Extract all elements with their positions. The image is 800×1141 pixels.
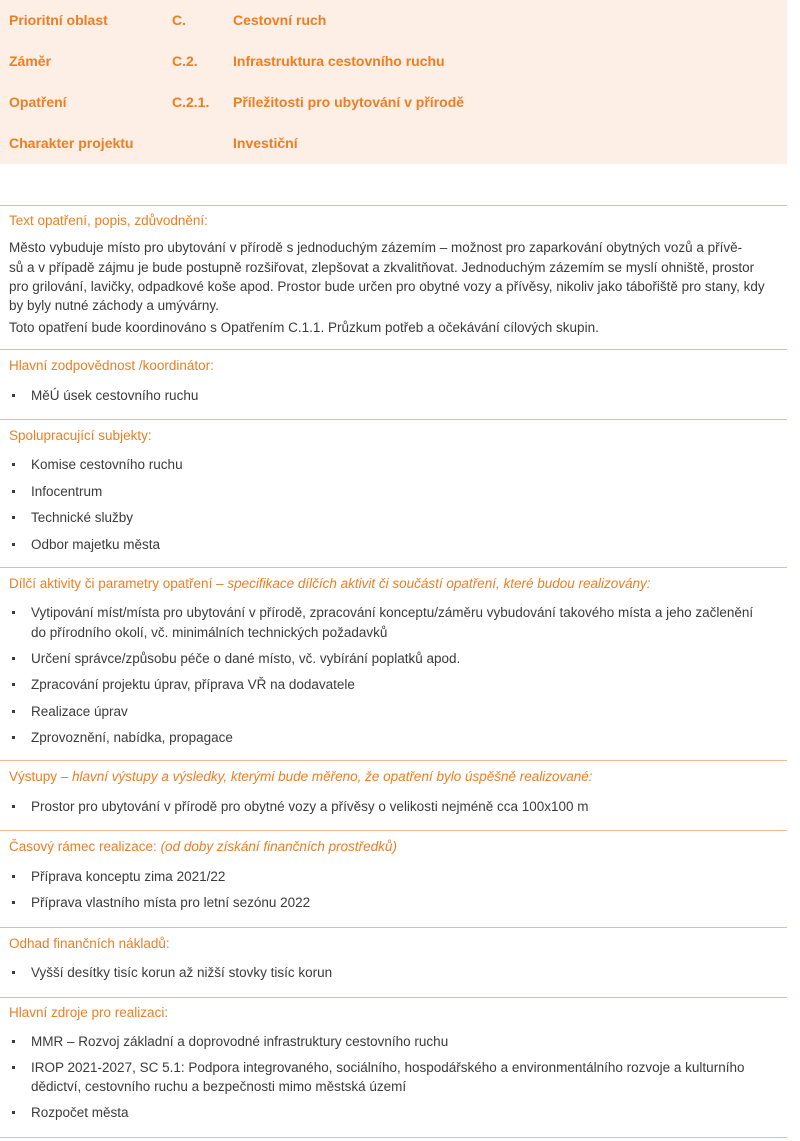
header-value: Investiční	[233, 135, 298, 151]
list-item-text: do přírodního okolí, vč. minimálních technických požadavků	[31, 625, 388, 640]
bullet-icon	[12, 394, 15, 397]
list-item-text: Odbor majetku města	[31, 537, 161, 552]
section-title: Odhad finančních nákladů:	[9, 936, 170, 951]
section-outputs	[0, 760, 787, 830]
section-title-main: Dílčí aktivity či parametry opatření –	[9, 576, 228, 591]
header-table	[0, 0, 787, 164]
header-label: Prioritní oblast	[9, 12, 108, 28]
bullet-icon	[12, 463, 15, 466]
header-value: Cestovní ruch	[233, 12, 327, 28]
header-label: Charakter projektu	[9, 135, 134, 151]
header-value: Příležitosti pro ubytování v přírodě	[233, 94, 465, 110]
section-sources	[0, 997, 787, 1137]
bullet-icon	[12, 1040, 15, 1043]
bullet-icon	[12, 901, 15, 904]
header-row-character	[0, 135, 787, 155]
header-value: Infrastruktura cestovního ruchu	[233, 53, 445, 69]
header-row-priority	[0, 12, 787, 32]
section-subtitle: specifikace dílčích aktivit či součástí opatření, které budou realizovány:	[227, 576, 651, 591]
list-item-text: dědictví, cestovního ruchu a bezpečnosti mimo městská území	[31, 1079, 407, 1094]
section-subtitle: (od doby získání finančních prostředků)	[160, 839, 397, 854]
section-title-main: Časový rámec realizace:	[9, 839, 161, 854]
header-row-measure	[0, 94, 787, 114]
bullet-icon	[12, 875, 15, 878]
list-item-text: IROP 2021-2027, SC 5.1: Podpora integrovaného, sociálního, hospodářského a environmentálního rozvoje a kulturního	[31, 1060, 745, 1075]
section-activities	[0, 567, 787, 760]
section-title: Spolupracující subjekty:	[9, 428, 152, 443]
header-code: C.2.	[172, 53, 198, 69]
list-item-text: Příprava vlastního místa pro letní sezónu 2022	[31, 895, 311, 910]
section-title	[9, 839, 397, 854]
header-code: C.	[172, 12, 186, 28]
list-item-text: Prostor pro ubytování v přírodě pro obytné vozy a přívěsy o velikosti nejméně cca 100x100 m	[31, 799, 589, 814]
bullet-icon	[12, 805, 15, 808]
bullet-icon	[12, 736, 15, 739]
bottom-divider	[0, 1137, 787, 1138]
description-line: pro grilování, lavičky, odpadkové koše apod. Prostor bude určen pro obytné vozy a přívěsy, nikoliv jako tábořiště pro stany, kdy	[9, 279, 765, 294]
header-label: Opatření	[9, 94, 67, 110]
list-item-text: Vytipování míst/místa pro ubytování v přírodě, zpracování konceptu/záměru vybudování takového místa a jeho začlenění	[31, 605, 754, 620]
section-description	[0, 205, 787, 355]
description-line: sů a v případě zájmu je bude postupně rozšiřovat, zlepšovat a zkvalitňovat. Jednoduchým zázemím se myslí ohniště, prostor	[9, 260, 755, 275]
list-item-text: Rozpočet města	[31, 1105, 129, 1120]
section-coordinator	[0, 349, 787, 425]
section-title	[9, 576, 651, 591]
bullet-icon	[12, 1111, 15, 1114]
section-title: Hlavní zdroje pro realizaci:	[9, 1005, 169, 1020]
section-title	[9, 769, 593, 784]
list-item-text: MMR – Rozvoj základní a doprovodné infrastruktury cestovního ruchu	[31, 1034, 449, 1049]
section-title-main: Výstupy –	[9, 769, 73, 784]
header-label: Záměr	[9, 53, 52, 69]
section-title: Text opatření, popis, zdůvodnění:	[9, 213, 208, 228]
section-timeframe	[0, 830, 787, 927]
bullet-icon	[12, 971, 15, 974]
bullet-icon	[12, 490, 15, 493]
header-code: C.2.1.	[172, 94, 210, 110]
header-row-goal	[0, 53, 787, 73]
list-item-text: Infocentrum	[31, 484, 103, 499]
section-partners	[0, 419, 787, 567]
list-item-text: Zprovoznění, nabídka, propagace	[31, 730, 233, 745]
list-item-text: Vyšší desítky tisíc korun až nižší stovky tisíc korun	[31, 965, 333, 980]
list-item-text: Komise cestovního ruchu	[31, 457, 183, 472]
bullet-icon	[12, 710, 15, 713]
list-item-text: Technické služby	[31, 510, 134, 525]
list-item-text: Příprava konceptu zima 2021/22	[31, 869, 226, 884]
bullet-icon	[12, 611, 15, 614]
list-item-text: Zpracování projektu úprav, příprava VŘ na dodavatele	[31, 677, 355, 692]
list-item-text: MěÚ úsek cestovního ruchu	[31, 388, 199, 403]
bullet-icon	[12, 516, 15, 519]
description-line: by byly nutné záchody a umývárny.	[9, 298, 219, 313]
description-line: Město vybuduje místo pro ubytování v přírodě s jednoduchým zázemím – možnost pro zaparkování obytných vozů a přívě-	[9, 240, 743, 255]
bullet-icon	[12, 543, 15, 546]
list-item-text: Realizace úprav	[31, 704, 128, 719]
section-subtitle: hlavní výstupy a výsledky, kterými bude měřeno, že opatření bylo úspěšně realizované:	[72, 769, 593, 784]
bullet-icon	[12, 683, 15, 686]
section-title: Hlavní zodpovědnost /koordinátor:	[9, 358, 214, 373]
list-item-text: Určení správce/způsobu péče o dané místo, vč. vybírání poplatků apod.	[31, 651, 461, 666]
bullet-icon	[12, 1066, 15, 1069]
description-line: Toto opatření bude koordinováno s Opatřením C.1.1. Průzkum potřeb a očekávání cílových skupin.	[9, 320, 599, 335]
section-costs	[0, 927, 787, 997]
bullet-icon	[12, 657, 15, 660]
